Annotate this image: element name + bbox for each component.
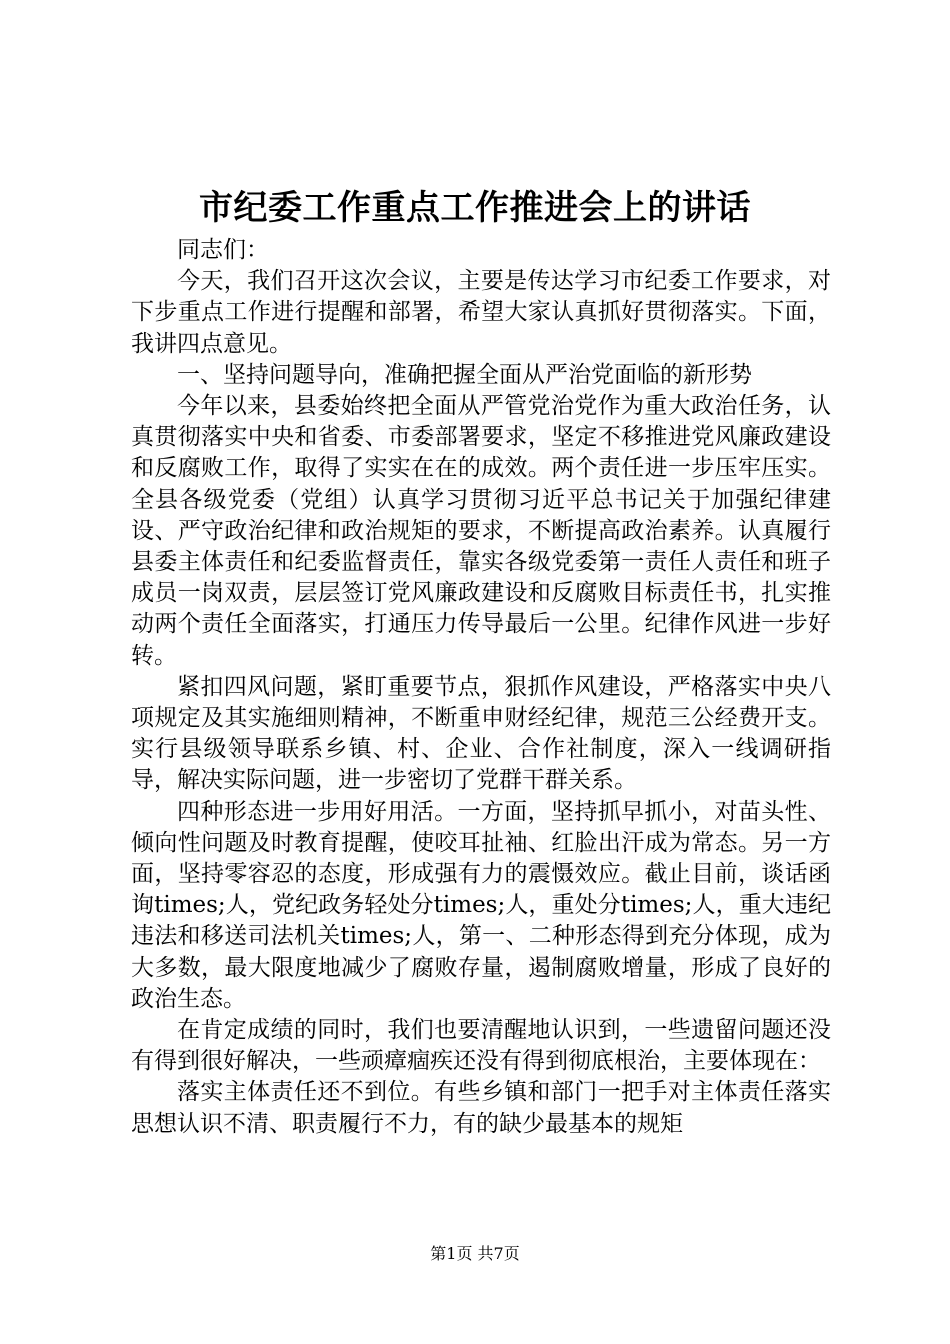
- page-number-footer: 第1页 共7页: [430, 1244, 520, 1263]
- section-heading-1: 一、坚持问题导向，准确把握全面从严治党面临的新形势: [177, 361, 752, 388]
- body-paragraph: 落实主体责任还不到位。有些乡镇和部门一把手对主体责任落实思想认识不清、职责履行不力，有的缺少最基本的规矩: [131, 1079, 831, 1137]
- salutation-paragraph: 同志们：: [177, 237, 269, 263]
- document-body: [131, 235, 831, 1140]
- body-paragraph: 今年以来，县委始终把全面从严管党治党作为重大政治任务，认真贯彻落实中央和省委、市委部署要求，坚定不移推进党风廉政建设和反腐败工作，取得了实实在在的成效。两个责任进一步压牢压实。全县各级党委（党组）认真学习贯彻习近平总书记关于加强纪律建设、严守政治纪律和政治规矩的要求，不断提高政治素养。认真履行县委主体责任和纪委监督责任，靠实各级党委第一责任人责任和班子成员一岗双责，层层签订党风廉政建设和反腐败目标责任书，扎实推动两个责任全面落实，打通压力传导最后一公里。纪律作风进一步好转。: [131, 393, 831, 669]
- body-paragraph: 在肯定成绩的同时，我们也要清醒地认识到，一些遗留问题还没有得到很好解决，一些顽瘴痼疾还没有得到彻底根治，主要体现在：: [131, 1017, 831, 1075]
- body-paragraph: 紧扣四风问题，紧盯重要节点，狠抓作风建设，严格落实中央八项规定及其实施细则精神，不断重申财经纪律，规范三公经费开支。实行县级领导联系乡镇、村、企业、合作社制度，深入一线调研指导，解决实际问题，进一步密切了党群干群关系。: [131, 673, 831, 794]
- body-paragraph: 四种形态进一步用好用活。一方面，坚持抓早抓小，对苗头性、倾向性问题及时教育提醒，使咬耳扯袖、红脸出汗成为常态。另一方面，坚持零容忍的态度，形成强有力的震慑效应。截止目前，谈话函询times;人，党纪政务轻处分times;人，重处分times;人，重大违纪违法和移送司法机关times;人，第一、二种形态得到充分体现，成为大多数，最大限度地减少了腐败存量，遏制腐败增量，形成了良好的政治生态。: [131, 798, 831, 1012]
- opening-paragraph: 今天，我们召开这次会议，主要是传达学习市纪委工作要求，对下步重点工作进行提醒和部署，希望大家认真抓好贯彻落实。下面，我讲四点意见。: [131, 268, 831, 357]
- document-title: 市纪委工作重点工作推进会上的讲话: [199, 188, 751, 228]
